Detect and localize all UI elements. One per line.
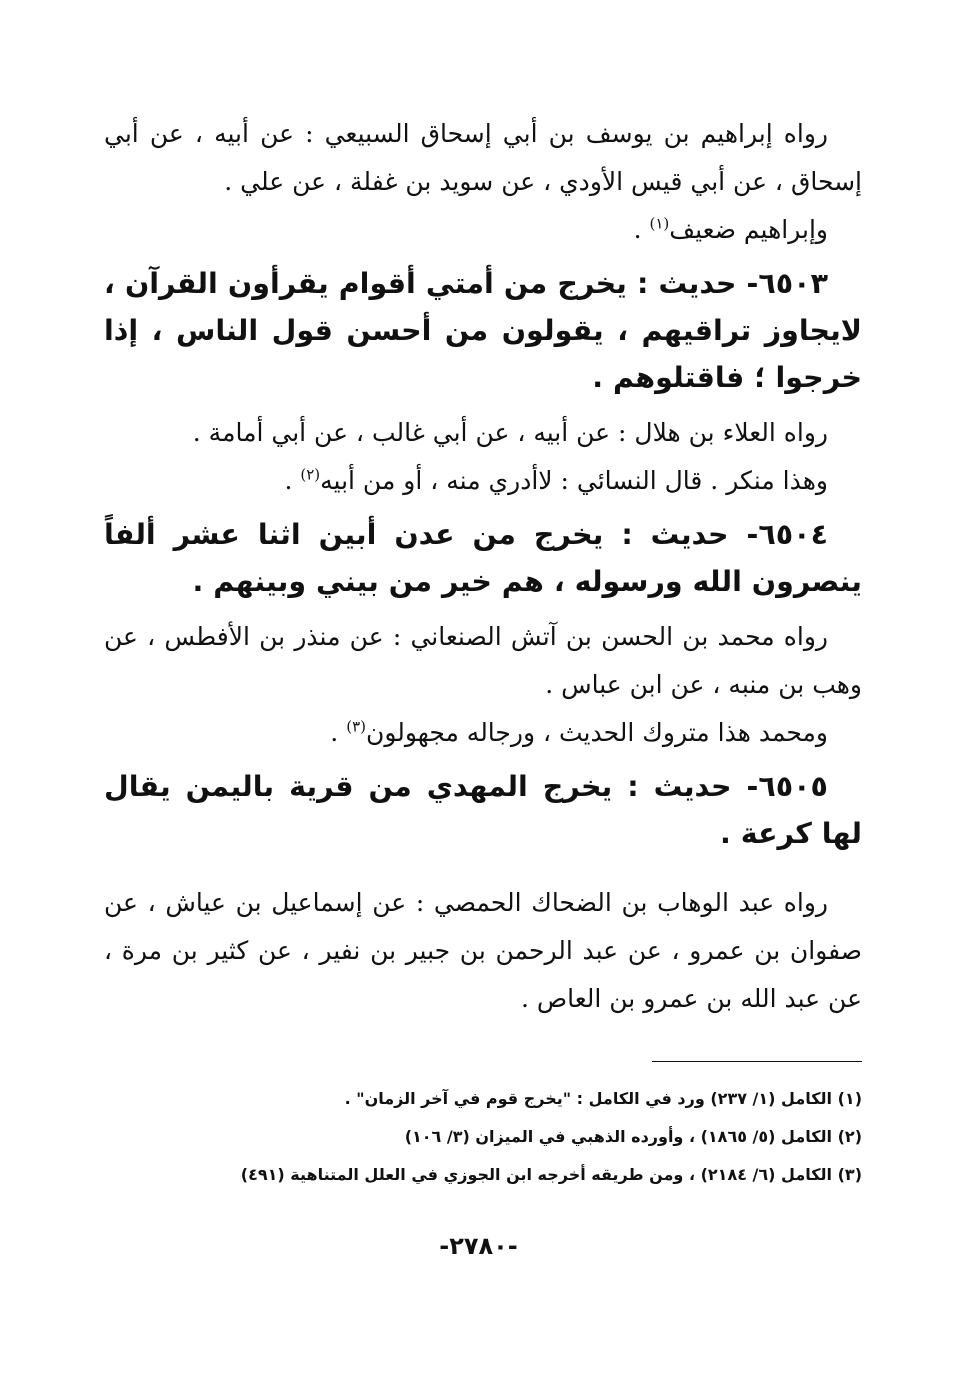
footnote-reference: (٣) (346, 717, 366, 736)
hadith-text: يخرج من عدن أبين اثنا عشر ألفاً ينصرون الله ورسوله ، هم خير من بيني وبينهم . (104, 518, 862, 598)
hadith-label: حديث : (636, 267, 737, 300)
grading-text: وهذا منكر . قال النسائي : لاأدري منه ، أو من أبيه (320, 466, 828, 495)
page-number: -٢٧٨٠- (439, 1232, 518, 1260)
narration-paragraph: رواه عبد الوهاب بن الضحاك الحمصي : عن إسماعيل بن عياش ، عن صفوان بن عمرو ، عن عبد الرحمن بن جبير بن نفير ، عن كثير بن مرة ، عن عبد الله بن عمرو بن العاص . (104, 888, 862, 1013)
narration-paragraph: رواه إبراهيم بن يوسف بن أبي إسحاق السبيعي : عن أبيه ، عن أبي إسحاق ، عن أبي قيس الأودي ، عن سويد بن غفلة ، عن علي . (104, 119, 862, 196)
hadith-label: حديث : (627, 770, 732, 803)
hadith-number: ٦٥٠٤- (746, 518, 828, 551)
footnotes (104, 1080, 862, 1194)
grading-text: وإبراهيم ضعيف (669, 215, 828, 244)
grading-paragraph (104, 457, 862, 505)
footnote-item: (٢) الكامل (٥/ ١٨٦٥) ، وأورده الذهبي في الميزان (٣/ ١٠٦) (404, 1127, 862, 1146)
hadith-number: ٦٥٠٥- (746, 770, 828, 803)
footnote-divider (652, 1061, 862, 1062)
narration-paragraph: رواه محمد بن الحسن بن آتش الصنعاني : عن منذر بن الأفطس ، عن وهب بن منبه ، عن ابن عباس . (104, 622, 862, 699)
main-text (104, 110, 862, 1023)
footnote-item: (٣) الكامل (٦/ ٢١٨٤) ، ومن طريقه أخرجه ابن الجوزي في العلل المتناهية (٤٩١) (240, 1165, 862, 1184)
grading-end: . (330, 718, 347, 747)
hadith-entry (104, 260, 862, 401)
hadith-entry (104, 511, 862, 605)
grading-end: . (284, 466, 301, 495)
footnote-item: (١) الكامل (١/ ٢٣٧) ورد في الكامل : "يخرج قوم في آخر الزمان" . (344, 1089, 862, 1108)
hadith-entry (104, 763, 862, 857)
grading-paragraph (104, 206, 862, 254)
footnote-reference: (١) (649, 214, 670, 233)
hadith-label: حديث : (621, 518, 729, 551)
hadith-text: يخرج من أمتي أقوام يقرأون القرآن ، لايجاوز تراقيهم ، يقولون من أحسن قول الناس ، إذا خرجوا ؛ فاقتلوهم . (104, 267, 862, 394)
narration-paragraph: رواه العلاء بن هلال : عن أبيه ، عن أبي غالب ، عن أبي أمامة . (192, 418, 828, 447)
hadith-text: يخرج المهدي من قرية باليمن يقال لها كرعة . (104, 770, 862, 850)
footnote-reference: (٢) (300, 465, 321, 484)
hadith-number: ٦٥٠٣- (746, 267, 828, 300)
grading-text: ومحمد هذا متروك الحديث ، ورجاله مجهولون (365, 718, 828, 747)
grading-paragraph (104, 709, 862, 757)
grading-end: . (633, 215, 650, 244)
